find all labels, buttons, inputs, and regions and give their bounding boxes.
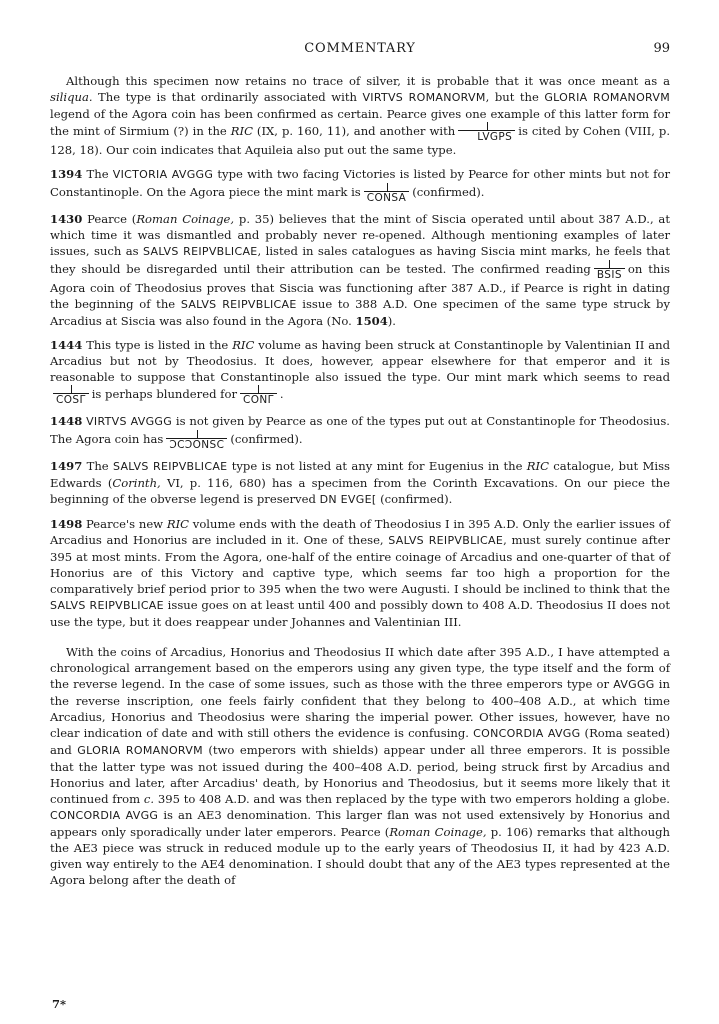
entry-1497: 1497 The SALVS REIPVBLICAE type is not listed at any mint for Eugenius in the RIC catalogue, but Miss Edwards (Corinth, VI, p. 116, 680) has a specimen from the Corinth Excavations. On our piece the beginning of the obverse legend is preserved DN EVGE[ (confirmed). <box>50 459 670 506</box>
mint-mark-cosr: COSΓ <box>53 385 89 405</box>
catalogue-number: 1430 <box>50 212 83 226</box>
page-number: 99 <box>653 41 670 56</box>
signature-mark: 7* <box>52 997 67 1011</box>
entry-1444: 1444 This type is listed in the RIC volume as having been struck at Constantinople by Valentinian II and Arcadius but not by Theodosius. It does, however, appear elsewhere for that emperor and it is reasonable to suppose that Constantinople also issued the type. Our mint mark which seems to read COSΓ is perhaps blundered for CONΓ . <box>50 338 670 406</box>
catalogue-number: 1394 <box>50 167 83 181</box>
mint-mark-conr: CONΓ <box>240 385 277 405</box>
entry-1394: 1394 The VICTORIA AVGGG type with two facing Victories is listed by Pearce for other mints but not for Constantinople. On the Agora piece the mint mark is CONSA (confirmed). <box>50 167 670 204</box>
closing-paragraph: With the coins of Arcadius, Honorius and Theodosius II which date after 395 A.D., I have attempted a chronological arrangement based on the emperors using any given type, the type itself and the form of the reverse legend. In the case of some issues, such as those with the three emperors type or AVGGG in the reverse inscription, one feels fairly confident that they belong to 400–408 A.D., at which time Arcadius, Honorius and Theodosius were sharing the imperial power. Other issues, however, have no clear indication of date and with still others the evidence is confusing. CONCORDIA AVGG (Roma seated) and GLORIA ROMANORVM (two emperors with shields) appear under all three emperors. It is possible that the latter type was not issued during the 400–408 A.D. period, being struck first by Arcadius and Honorius and later, after Arcadius' death, by Honorius and Theodosius, but it seems more likely that it continued from c. 395 to 408 A.D. and was then replaced by the type with two emperors holding a globe. CONCORDIA AVGG is an AE3 denomination. This larger flan was not used extensively by Honorius and appears only sporadically under later emperors. Pearce (Roman Coinage, p. 106) remarks that although the AE3 piece was struck in reduced module up to the early years of Theodosius II, it had by 423 A.D. given way entirely to the AE4 denomination. I should doubt that any of the AE3 types represented at the Agora belong after the death of <box>50 645 670 887</box>
catalogue-number: 1498 <box>50 517 83 531</box>
intro-paragraph: Although this specimen now retains no trace of silver, it is probable that it was once meant as a siliqua. The type is that ordinarily associated with VIRTVS ROMANORVM, but the GLORIA ROMANORVM legend of the Agora coin has been confirmed as certain. Pearce gives one example of this latter form for the mint of Sirmium (?) in the RIC (IX, p. 160, 11), and another with LVGPS is cited by Cohen (VIII, p. 128, 18). Our coin indicates that Aquileia also put out the same type. <box>50 74 670 157</box>
catalogue-number: 1444 <box>50 338 83 352</box>
legend-virtus-romanorvm: VIRTVS ROMANORVM <box>362 91 486 104</box>
mint-mark-consa: CONSA <box>364 183 410 203</box>
entry-1498: 1498 Pearce's new RIC volume ends with the death of Theodosius I in 395 A.D. Only the earlier issues of Arcadius and Honorius are included in it. One of these, SALVS REIPVBLICAE, must surely continue after 395 at most mints. From the Agora, one-half of the entire coinage of Arcadius and one-quarter of that of Honorius are of this Victory and captive type, which seems far too high a proportion for the comparatively brief period prior to 395 when the two were Augusti. I should be inclined to think that the SALVS REIPVBLICAE issue goes on at least until 400 and possibly down to 408 A.D. Theodosius II does not use the type, but it does reappear under Johannes and Valentinian III. <box>50 517 670 629</box>
mint-mark-lvgps: LVGPS <box>458 122 515 142</box>
main-text <box>50 73 670 888</box>
catalogue-number: 1448 <box>50 414 83 428</box>
catalogue-number: 1497 <box>50 459 83 473</box>
page-header <box>50 41 670 61</box>
running-title: COMMENTARY <box>304 41 416 56</box>
entry-1430: 1430 Pearce (Roman Coinage, p. 35) believes that the mint of Siscia operated until about 387 A.D., at which time it was dismantled and probably never re-opened. Although mentioning examples of later issues, such as SALVS REIPVBLICAE, listed in sales catalogues as having Siscia mint marks, he feels that they should be disregarded until their attribution can be tested. The confirmed reading BSIS on this Agora coin of Theodosius proves that Siscia was functioning after 387 A.D., if Pearce is right in dating the beginning of the SALVS REIPVBLICAE issue to 388 A.D. One specimen of the same type struck by Arcadius at Siscia was also found in the Agora (No. 1504). <box>50 212 670 328</box>
entry-1448: 1448 VIRTVS AVGGG is not given by Pearce as one of the types put out at Constantinople for Theodosius. The Agora coin has ƆCƆONSC (confirmed). <box>50 414 670 451</box>
obverse-legend: DN EVGE[ <box>319 493 377 506</box>
mint-mark-blundered: ƆCƆONSC <box>166 430 227 450</box>
legend-gloria-romanorvm: GLORIA ROMANORVM <box>544 91 670 104</box>
mint-mark-bsis: BSIS <box>594 260 625 280</box>
cross-reference: 1504 <box>355 314 388 328</box>
